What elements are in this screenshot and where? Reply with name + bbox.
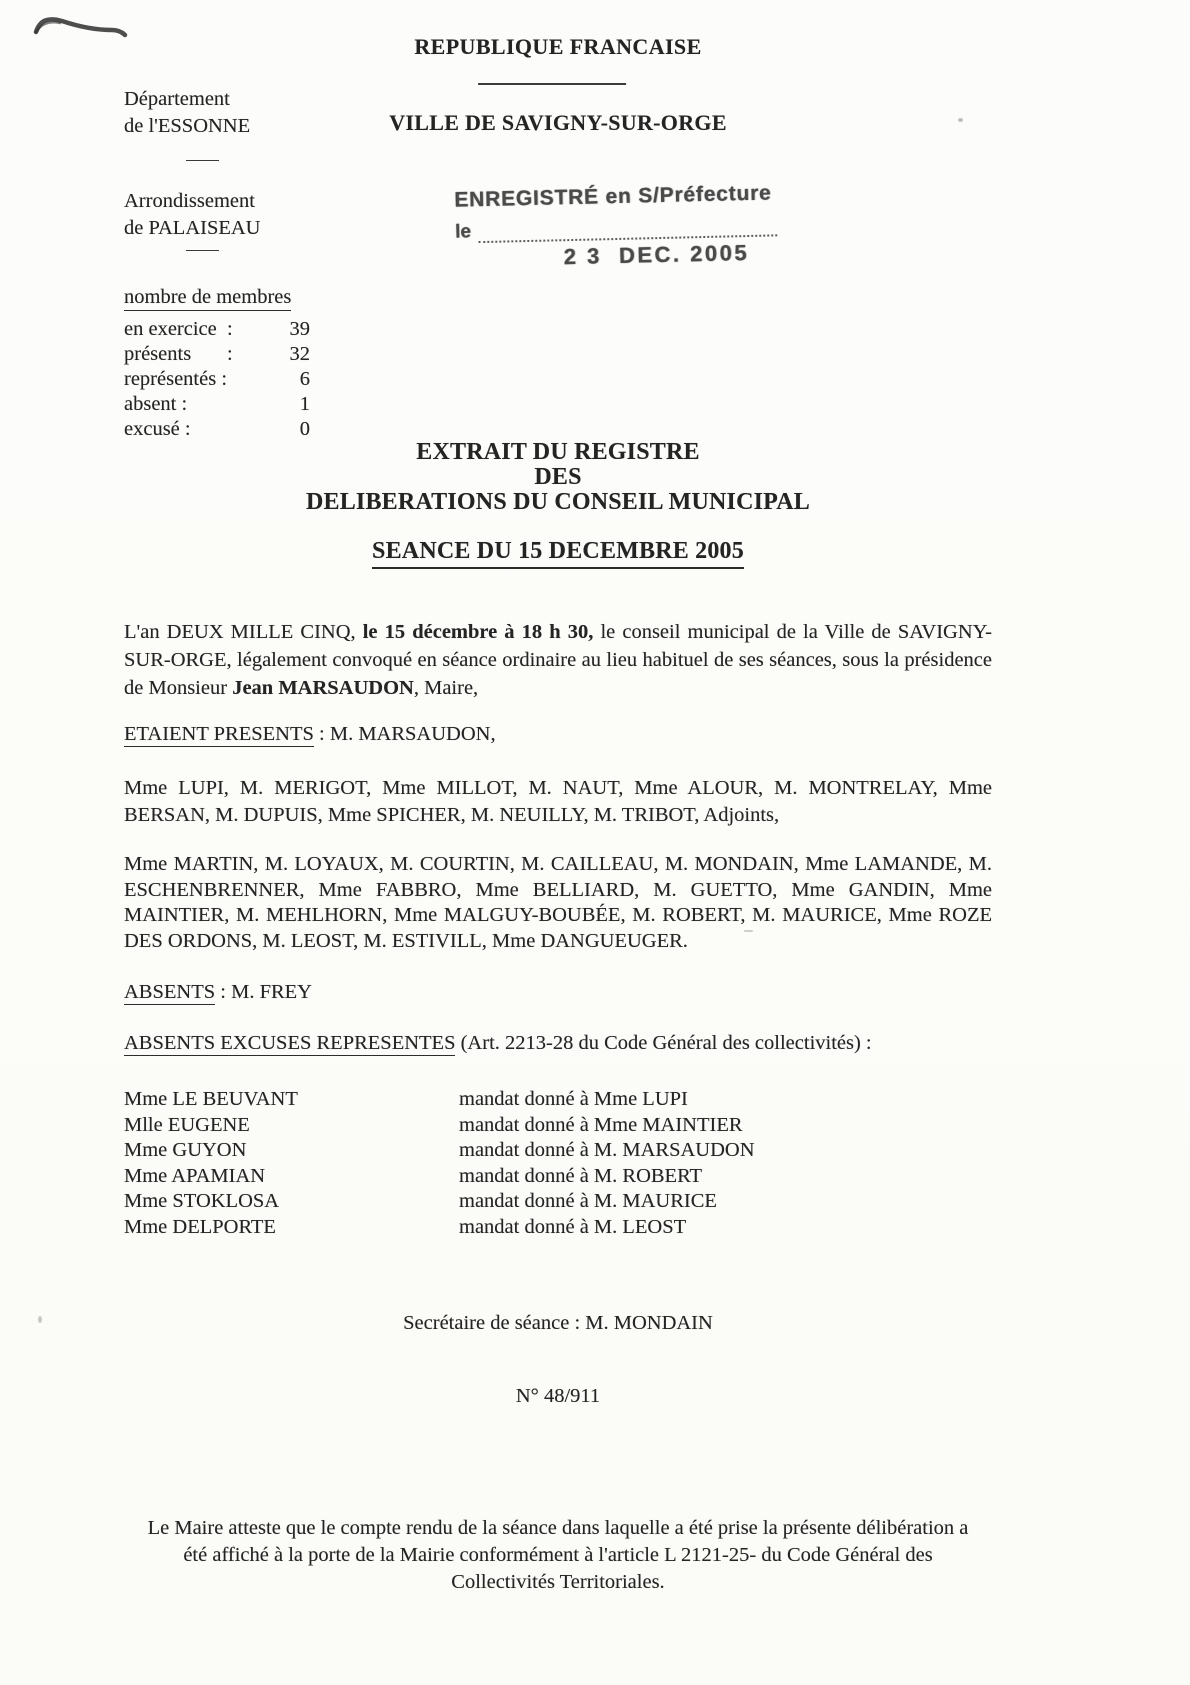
members-value: 0: [299, 418, 310, 440]
intro-seg1: L'an DEUX MILLE CINQ,: [124, 621, 363, 643]
mandat-text: mandat donné à M. MARSAUDON: [459, 1139, 755, 1161]
members-label: excusé :: [124, 418, 191, 440]
stamp-line2: [455, 214, 777, 243]
members-rows: [124, 317, 310, 442]
mandat-text: mandat donné à M. MAURICE: [459, 1190, 717, 1212]
absents-excuses-heading: ABSENTS EXCUSES REPRESENTES: [124, 1032, 456, 1054]
absent-name: Mme APAMIAN: [124, 1164, 266, 1187]
mandat-row: [124, 1189, 992, 1215]
absent-name: Mme GUYON: [124, 1139, 247, 1161]
absents-excuses-line: [124, 1032, 992, 1055]
republic-rule: [478, 83, 626, 85]
footer-attestation: Le Maire atteste que le compte rendu de la séance dans laquelle a été prise la présente délibération a été affiché à la porte de la Mairie conformément à l'article L 2121-25- du Code Général des Collectivités Territoriales.: [147, 1517, 969, 1593]
intro-mayor-name: Jean MARSAUDON: [232, 677, 414, 699]
mandat-row: [124, 1215, 992, 1241]
absents-heading: ABSENTS: [124, 981, 216, 1003]
title-line1: EXTRAIT DU REGISTRE: [416, 439, 700, 465]
members-label: représentés :: [124, 368, 228, 390]
prefecture-stamp: [454, 181, 778, 272]
document-title: [124, 440, 992, 515]
mandat-text: mandat donné à Mme LUPI: [459, 1088, 688, 1110]
absent-name: Mme LE BEUVANT: [124, 1088, 298, 1110]
pen-scribble: [30, 8, 130, 48]
members-count-block: [124, 286, 310, 442]
members-label: en exercice :: [124, 318, 233, 340]
arrondissement-line2: de PALAISEAU: [124, 217, 261, 239]
members-row: [124, 367, 310, 392]
stamp-date: 2 3 DEC. 2005: [563, 239, 750, 270]
arrondissement-line1: Arrondissement: [124, 190, 255, 212]
stamp-le: le: [454, 221, 472, 243]
members-label: présents :: [124, 343, 233, 365]
stamp-line1: ENREGISTRÉ en S/Préfecture: [454, 181, 772, 212]
secretaire-line: Secrétaire de séance : M. MONDAIN: [403, 1312, 713, 1334]
page-content: [124, 0, 992, 1685]
departement-line2: de l'ESSONNE: [124, 115, 251, 137]
mandat-row: [124, 1138, 992, 1164]
mandats-list: [124, 1087, 992, 1240]
city-heading: VILLE DE SAVIGNY-SUR-ORGE: [389, 110, 727, 135]
intro-seg3: le conseil municipal de la Ville de SAVIGNY-SUR-ORGE, légalement convoqué en séance ordinaire au lieu habituel de ses séances, sous la présidence de Monsieur: [124, 621, 993, 699]
intro-seg5: , Maire,: [413, 677, 479, 699]
absent-name: Mme STOKLOSA: [124, 1190, 280, 1212]
scan-speck: [38, 1316, 42, 1323]
absents-excuses-rest: (Art. 2213-28 du Code Général des collectivités) :: [455, 1032, 872, 1054]
mandat-text: mandat donné à Mme MAINTIER: [459, 1113, 743, 1136]
absents-rest: : M. FREY: [215, 981, 312, 1003]
members-row: [124, 342, 310, 367]
members-row: [124, 317, 310, 342]
mandat-row: [124, 1113, 992, 1139]
seance-text: SEANCE DU 15 DECEMBRE 2005: [372, 538, 744, 569]
members-value: 32: [289, 343, 310, 365]
members-value: 6: [299, 368, 310, 390]
members-row: [124, 417, 310, 442]
intro-paragraph: [124, 618, 992, 702]
absent-name: Mme DELPORTE: [124, 1215, 276, 1238]
separator-dash: [186, 250, 219, 251]
mandat-text: mandat donné à M. ROBERT: [459, 1164, 703, 1187]
presents-rest: : M. MARSAUDON,: [313, 723, 496, 745]
departement-line1: Département: [124, 88, 230, 110]
seance-heading: [124, 538, 992, 569]
presents-heading: ETAIENT PRESENTS: [124, 723, 314, 745]
title-line3: DELIBERATIONS DU CONSEIL MUNICIPAL: [305, 489, 810, 515]
intro-datetime: le 15 décembre à 18 h 30,: [362, 621, 594, 643]
republic-heading: REPUBLIQUE FRANCAISE: [414, 34, 702, 59]
arrondissement-block: [124, 188, 260, 242]
members-value: 39: [289, 318, 310, 340]
members-heading: nombre de membres: [124, 286, 291, 311]
members-row: [124, 392, 310, 417]
absent-name: Mlle EUGENE: [124, 1113, 250, 1136]
members-value: 1: [299, 393, 310, 415]
presents-line: [124, 723, 992, 746]
conseillers-paragraph: Mme MARTIN, M. LOYAUX, M. COURTIN, M. CAILLEAU, M. MONDAIN, Mme LAMANDE, M. ESCHENBRENNER, Mme FABBRO, Mme BELLIARD, M. GUETTO, Mme GANDIN, Mme MAINTIER, M. MEHLHORN, Mme MALGUY-BOUBÉE, M. ROBERT, M. MAURICE, Mme ROZE DES ORDONS, M. LEOST, M. ESTIVILL, Mme DANGUEUGER.: [124, 853, 992, 952]
deliberation-number: N° 48/911: [515, 1385, 601, 1407]
mandat-row: [124, 1164, 992, 1190]
mandat-row: [124, 1087, 992, 1113]
adjoints-paragraph: Mme LUPI, M. MERIGOT, Mme MILLOT, M. NAUT, Mme ALOUR, M. MONTRELAY, Mme BERSAN, M. DUPUIS, Mme SPICHER, M. NEUILLY, M. TRIBOT, Adjoints,: [124, 777, 992, 826]
title-line2: DES: [534, 464, 582, 490]
absents-line: [124, 981, 992, 1004]
members-label: absent :: [124, 393, 188, 415]
separator-dash: [186, 160, 219, 161]
mandat-text: mandat donné à M. LEOST: [459, 1215, 687, 1238]
